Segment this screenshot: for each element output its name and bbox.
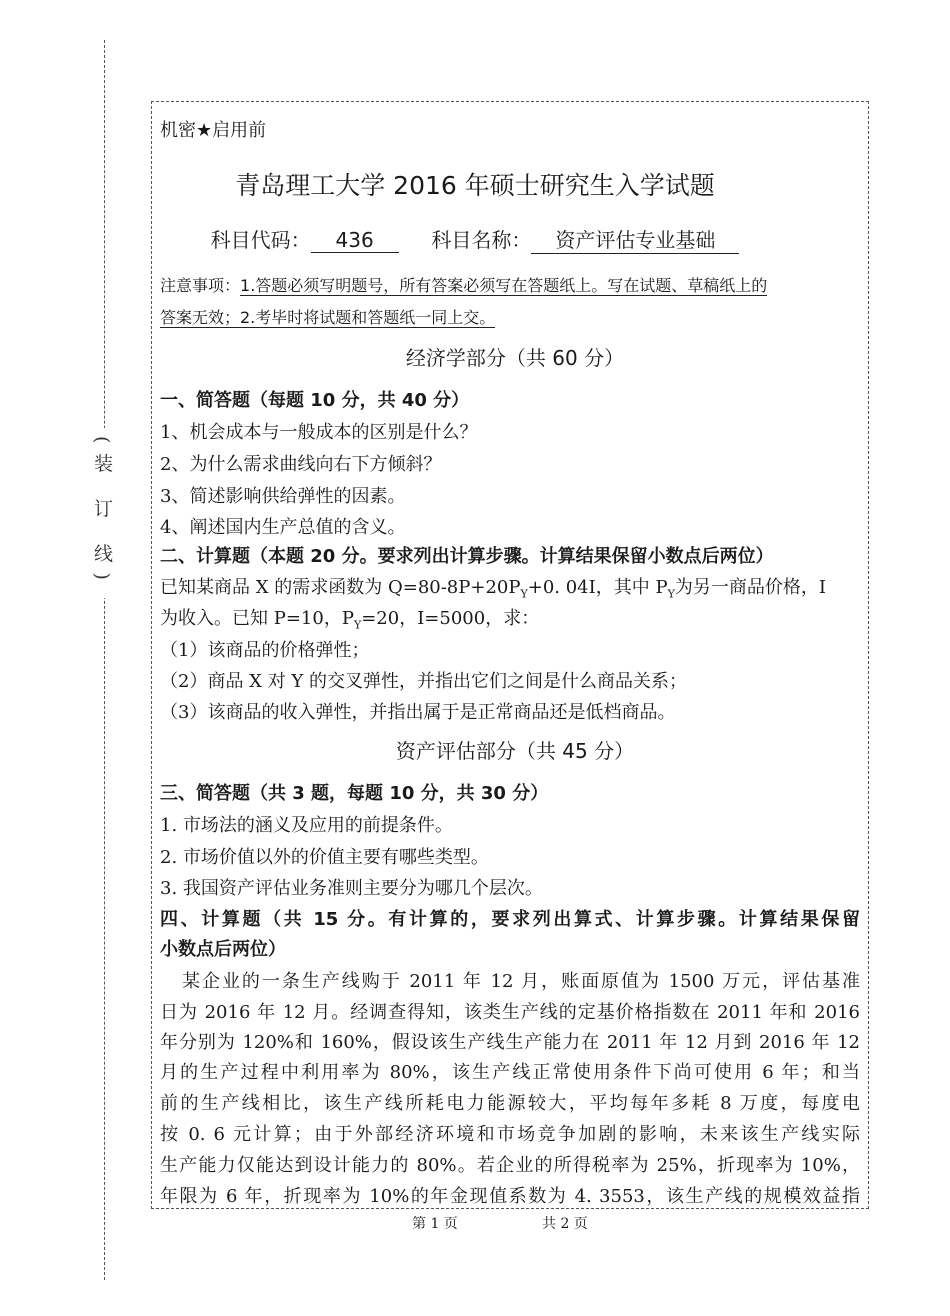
economics-calc-line-1	[160, 573, 826, 601]
valuation-heading: 资产评估部分（共 45 分）	[395, 739, 635, 763]
economics-calc-title: 二、计算题（本题 20 分。要求列出计算步骤。计算结果保留小数点后两位）	[160, 546, 774, 567]
economics-calc-line-2	[160, 604, 539, 632]
subject-line	[0, 224, 950, 254]
notice-line-1	[160, 273, 767, 296]
calc-text-1c: 为另一商品价格，I	[674, 577, 826, 598]
calc-text-2a: 为收入。已知 P=10，P	[160, 608, 354, 629]
economics-sub-3: （3）该商品的收入弹性，并指出属于是正常商品还是低档商品。	[160, 702, 676, 723]
valuation-para-line: 年分别为 120%和 160%，假设该生产线生产能力在 2011 年 12 月到 2016 年 12	[160, 1032, 860, 1053]
calc-text-2b: =20，I=5000，求：	[361, 608, 540, 629]
valuation-para-line: 某企业的一条生产线购于 2011 年 12 月，账面原值为 1500 万元，评估基准	[182, 971, 860, 992]
subject-name: 资产评估专业基础	[531, 224, 739, 254]
valuation-para-line: 生产能力仅能达到设计能力的 80%。若企业的所得税率为 25%，折现率为 10%，	[160, 1155, 860, 1176]
valuation-calc-title-1: 四、计算题（共 15 分。有计算的，要求列出算式、计算步骤。计算结果保留	[160, 909, 860, 930]
subject-code: 436	[311, 228, 399, 253]
valuation-para-line: 日为 2016 年 12 月。经调查得知，该类生产线的定基价格指数在 2011 年和 2016	[160, 1002, 860, 1023]
economics-q3: 3、简述影响供给弹性的因素。	[160, 486, 406, 507]
valuation-short-title: 三、简答题（共 3 题，每题 10 分，共 30 分）	[160, 783, 549, 804]
binding-label: (装 订 线)	[92, 428, 116, 598]
calc-text-1a: 已知某商品 X 的需求函数为 Q=80-8P+20P	[160, 577, 521, 598]
economics-q4: 4、阐述国内生产总值的含义。	[160, 517, 406, 538]
calc-sub-y: Y	[520, 587, 528, 601]
valuation-para-line: 年限为 6 年，折现率为 10%的年金现值系数为 4. 3553，该生产线的规模效益指	[160, 1186, 860, 1207]
valuation-calc-title-2: 小数点后两位）	[160, 939, 286, 960]
valuation-para-line: 前的生产线相比，该生产线所耗电力能源较大，平均每年多耗 8 万度，每度电	[160, 1093, 860, 1114]
subject-name-label: 科目名称：	[431, 228, 532, 252]
economics-sub-2: （2）商品 X 对 Y 的交叉弹性，并指出它们之间是什么商品关系；	[160, 671, 688, 692]
page-total: 共 2 页	[542, 1216, 588, 1232]
valuation-q3: 3. 我国资产评估业务准则主要分为哪几个层次。	[160, 878, 543, 899]
subject-code-label: 科目代码：	[210, 228, 311, 252]
valuation-q2: 2. 市场价值以外的价值主要有哪些类型。	[160, 847, 489, 868]
calc-sub-y: Y	[353, 618, 362, 632]
notice-text-1: 1.答题必须写明题号，所有答案必须写在答题纸上。写在试题、草稿纸上的	[240, 276, 768, 295]
confidential-mark: 机密★启用前	[160, 120, 267, 141]
economics-sub-1: （1）该商品的价格弹性；	[160, 640, 370, 661]
page-number: 第 1 页	[412, 1216, 458, 1232]
exam-title: 青岛理工大学 2016 年硕士研究生入学试题	[235, 171, 715, 200]
economics-heading: 经济学部分（共 60 分）	[405, 346, 625, 370]
valuation-q1: 1. 市场法的涵义及应用的前提条件。	[160, 815, 453, 836]
calc-text-1b: +0. 04I，其中 P	[527, 577, 668, 598]
economics-q2: 2、为什么需求曲线向右下方倾斜？	[160, 454, 442, 475]
calc-sub-y: Y	[667, 587, 675, 601]
economics-short-title: 一、简答题（每题 10 分，共 40 分）	[160, 390, 470, 411]
valuation-para-line: 月的生产过程中利用率为 80%，该生产线正常使用条件下尚可使用 6 年；和当	[160, 1062, 860, 1083]
notice-text-2: 答案无效；2.考毕时将试题和答题纸一同上交。	[160, 308, 496, 327]
notice-line-2	[160, 305, 495, 328]
notice-label: 注意事项：	[160, 276, 241, 295]
economics-q1: 1、机会成本与一般成本的区别是什么？	[160, 422, 478, 443]
valuation-para-line: 按 0. 6 元计算；由于外部经济环境和市场竞争加剧的影响，未来该生产线实际	[160, 1124, 860, 1145]
